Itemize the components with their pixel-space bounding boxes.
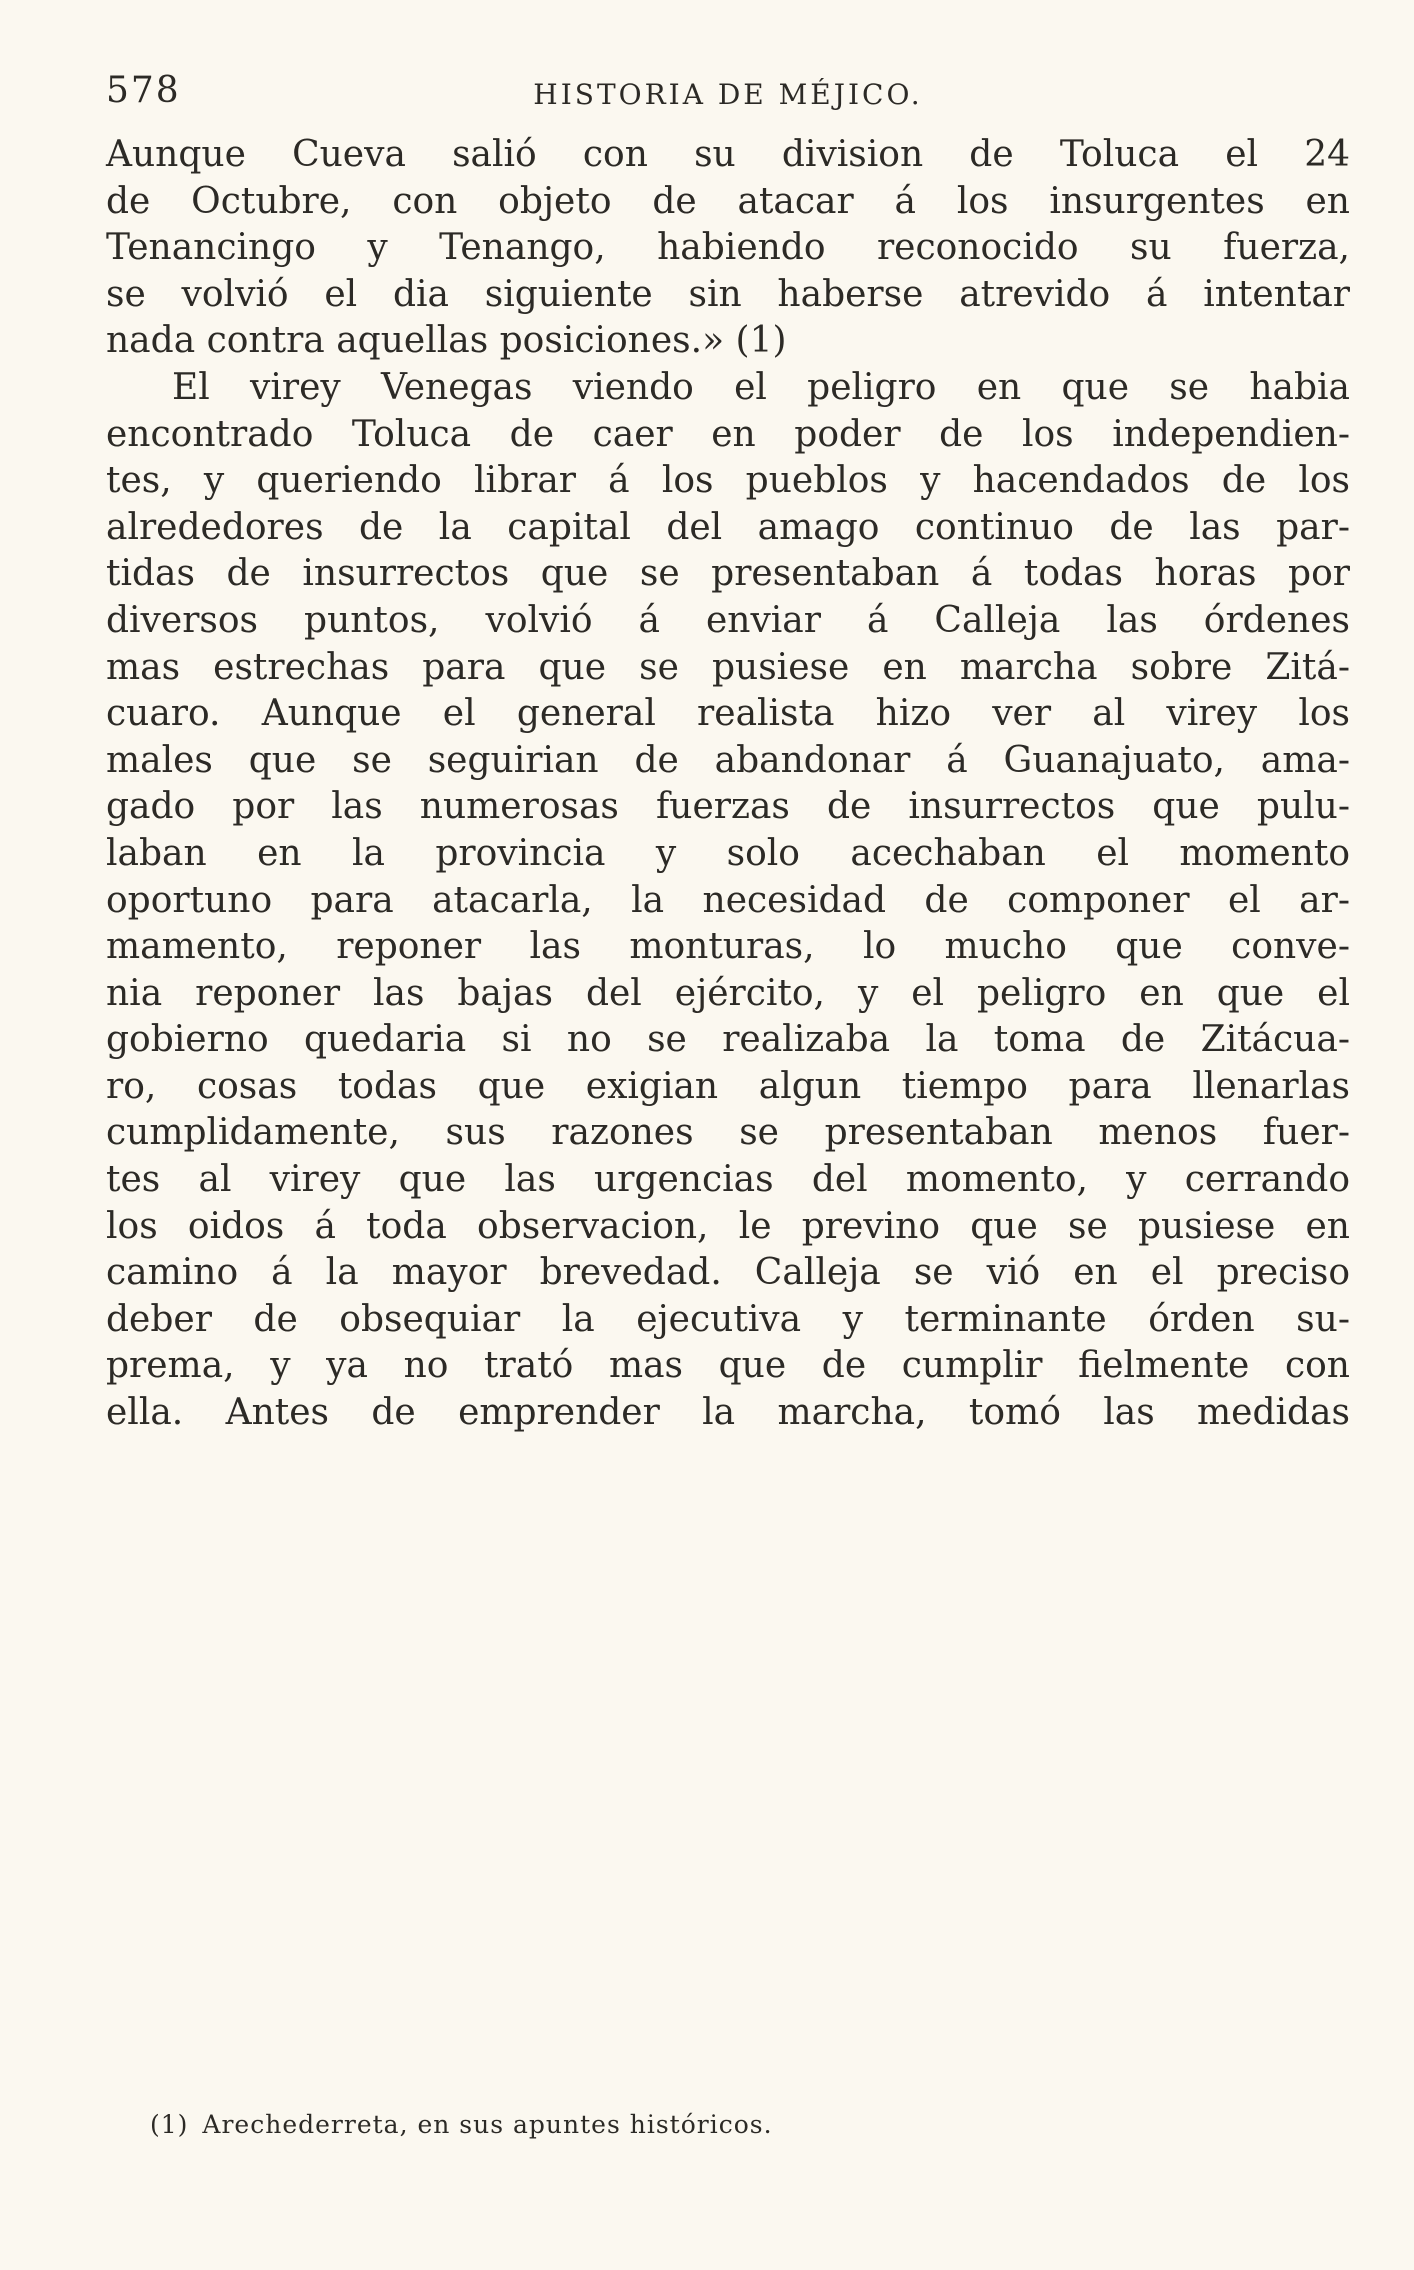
text-line: ella. Antes de emprender la marcha, tomó las medidas xyxy=(106,1392,1350,1434)
text-line: de Octubre, con objeto de atacar á los insurgentes en xyxy=(106,180,1350,222)
text-line: Aunque Cueva salió con su division de Toluca el 24 xyxy=(106,134,1350,175)
text-line: oportuno para atacarla, la necesidad de componer el ar- xyxy=(106,879,1350,921)
body-text xyxy=(106,132,1350,1437)
text-line: El virey Venegas viendo el peligro en que se habia xyxy=(172,366,1350,408)
text-line: ro, cosas todas que exigian algun tiempo para llenarlas xyxy=(106,1065,1350,1107)
page-number: 578 xyxy=(106,70,181,111)
footnote-mark: (1) xyxy=(150,2110,189,2139)
text-line: deber de obsequiar la ejecutiva y terminante órden su- xyxy=(106,1298,1350,1340)
text-line: se volvió el dia siguiente sin haberse atrevido á intentar xyxy=(106,273,1350,315)
text-line: los oidos á toda observacion, le previno que se pusiese en xyxy=(106,1205,1350,1247)
text-line: cuaro. Aunque el general realista hizo ver al virey los xyxy=(106,693,1350,735)
running-title: HISTORIA DE MÉJICO. xyxy=(533,78,923,111)
text-line: nada contra aquellas posiciones.» (1) xyxy=(106,320,787,362)
footnote-text: Arechederreta, en sus apuntes históricos. xyxy=(202,2110,773,2139)
text-line: tes, y queriendo librar á los pueblos y hacendados de los xyxy=(106,460,1350,502)
text-line: cumplidamente, sus razones se presentaban menos fuer- xyxy=(106,1112,1350,1154)
text-line: males que se seguirian de abandonar á Guanajuato, ama- xyxy=(106,739,1350,781)
text-line: encontrado Toluca de caer en poder de los independien- xyxy=(106,413,1350,455)
text-line: diversos puntos, volvió á enviar á Calleja las órdenes xyxy=(106,599,1350,641)
text-line: Tenancingo y Tenango, habiendo reconocido su fuerza, xyxy=(106,227,1350,269)
running-head xyxy=(106,70,1350,132)
text-line: laban en la provincia y solo acechaban el momento xyxy=(106,832,1350,874)
text-line: tidas de insurrectos que se presentaban á todas horas por xyxy=(106,553,1350,595)
footnote xyxy=(150,2110,773,2139)
text-line: alrededores de la capital del amago continuo de las par- xyxy=(106,506,1350,548)
text-line: gado por las numerosas fuerzas de insurrectos que pulu- xyxy=(106,786,1350,828)
text-line: mamento, reponer las monturas, lo mucho que conve- xyxy=(106,926,1350,968)
text-line: nia reponer las bajas del ejército, y el peligro en que el xyxy=(106,972,1350,1014)
text-line: mas estrechas para que se pusiese en marcha sobre Zitá- xyxy=(106,646,1350,688)
text-line: prema, y ya no trató mas que de cumplir fielmente con xyxy=(106,1345,1350,1387)
text-line: camino á la mayor brevedad. Calleja se vió en el preciso xyxy=(106,1252,1350,1294)
text-line: tes al virey que las urgencias del momento, y cerrando xyxy=(106,1159,1350,1201)
text-line: gobierno quedaria si no se realizaba la toma de Zitácua- xyxy=(106,1019,1350,1061)
